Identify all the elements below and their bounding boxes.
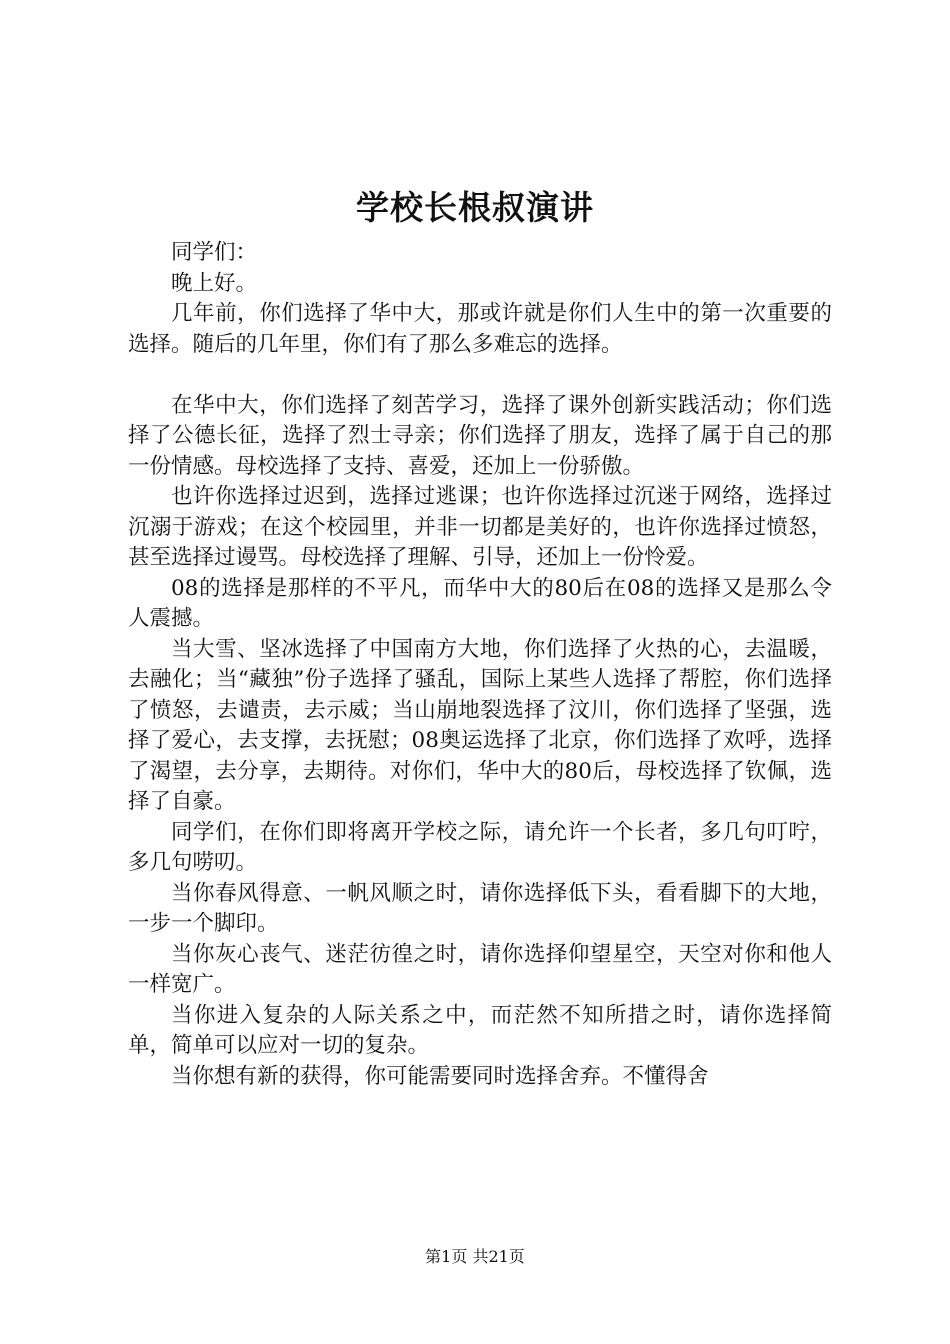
paragraph: 几年前，你们选择了华中大，那或许就是你们人生中的第一次重要的选择。随后的几年里，你们有了那么多难忘的选择。 bbox=[128, 301, 832, 357]
page-title: 学校长根叔演讲 bbox=[356, 188, 594, 227]
paragraph: 在华中大，你们选择了刻苦学习，选择了课外创新实践活动；你们选择了公德长征，选择了烈士寻亲；你们选择了朋友，选择了属于自己的那一份情感。母校选择了支持、喜爱，还加上一份骄傲。 bbox=[128, 392, 832, 479]
paragraph: 同学们，在你们即将离开学校之际，请允许一个长者，多几句叮咛，多几句唠叨。 bbox=[128, 819, 832, 875]
paragraph: 当你进入复杂的人际关系之中，而茫然不知所措之时，请你选择简单，简单可以应对一切的复杂。 bbox=[128, 1002, 832, 1058]
paragraph: 08的选择是那样的不平凡，而华中大的80后在08的选择又是那么令人震撼。 bbox=[128, 575, 832, 631]
page-footer: 第1页 共21页 bbox=[425, 1247, 525, 1266]
paragraph-salutation: 晚上好。 bbox=[171, 270, 258, 296]
paragraph-greeting: 同学们： bbox=[171, 240, 258, 265]
paragraph: 当大雪、坚冰选择了中国南方大地，你们选择了火热的心，去温暖，去融化；当“藏独”份子选择了骚乱，国际上某些人选择了帮腔，你们选择了愤怒，去谴责，去示威；当山崩地裂选择了汶川，你们选择了坚强，选择了爱心，去支撑，去抚慰；08奥运选择了北京，你们选择了欢呼，选择了渴望，去分享，去期待。对你们，华中大的80后，母校选择了钦佩，选择了自豪。 bbox=[128, 636, 832, 814]
paragraph: 当你想有新的获得，你可能需要同时选择舍弃。不懂得舍 bbox=[171, 1063, 709, 1089]
paragraph: 当你春风得意、一帆风顺之时，请你选择低下头，看看脚下的大地，一步一个脚印。 bbox=[128, 880, 832, 936]
paragraph: 也许你选择过迟到，选择过逃课；也许你选择过沉迷于网络，选择过沉溺于游戏；在这个校园里，并非一切都是美好的，也许你选择过愤怒，甚至选择过谩骂。母校选择了理解、引导，还加上一份怜爱。 bbox=[128, 484, 832, 570]
paragraph: 当你灰心丧气、迷茫彷徨之时，请你选择仰望星空，天空对你和他人一样宽广。 bbox=[128, 941, 832, 997]
document-body bbox=[128, 238, 832, 1092]
